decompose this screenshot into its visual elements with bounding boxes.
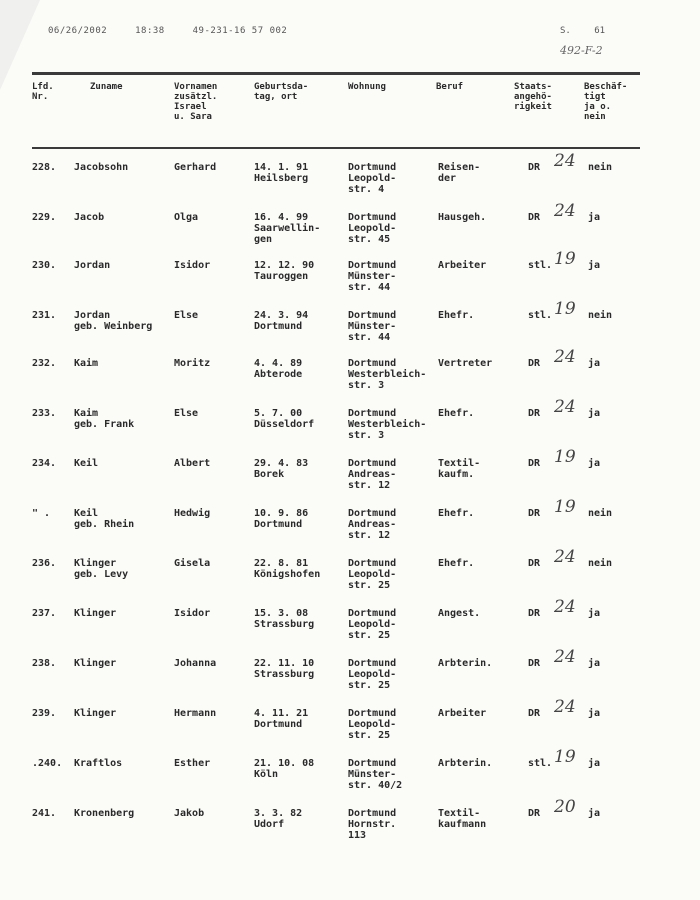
row-citizenship: DR [528, 808, 541, 819]
row-citizenship: DR [528, 658, 541, 669]
row-handwritten-code: 19 [554, 299, 576, 319]
row-firstname: Olga [174, 212, 199, 223]
row-number: 231. [32, 310, 57, 321]
row-handwritten-code: 19 [554, 747, 576, 767]
row-citizenship: DR [528, 558, 541, 569]
page-number [560, 26, 623, 36]
row-number: 229. [32, 212, 57, 223]
row-citizenship: DR [528, 408, 541, 419]
row-number: 238. [32, 658, 57, 669]
row-birth: 4. 11. 21 Dortmund [254, 708, 309, 730]
page-label: S. [560, 26, 571, 36]
row-address: Dortmund Leopold- str. 25 [348, 658, 397, 691]
page-value: 61 [594, 26, 606, 36]
row-firstname: Moritz [174, 358, 211, 369]
row-surname: Kronenberg [74, 808, 135, 819]
row-number: 234. [32, 458, 57, 469]
col-header-wohnung: Wohnung [348, 82, 386, 92]
row-handwritten-code: 20 [554, 797, 576, 817]
row-firstname: Isidor [174, 608, 211, 619]
row-surname: Jacobsohn [74, 162, 129, 173]
row-address: Dortmund Leopold- str. 25 [348, 558, 397, 591]
table-row [32, 151, 642, 210]
row-citizenship: DR [528, 608, 541, 619]
row-employed: ja [588, 458, 601, 469]
row-occupation: Arbeiter [438, 260, 487, 271]
table-row [32, 597, 642, 656]
row-citizenship: DR [528, 508, 541, 519]
fax-header [48, 26, 309, 36]
row-surname: Klinger geb. Levy [74, 558, 129, 580]
row-firstname: Hedwig [174, 508, 211, 519]
row-birth: 22. 8. 81 Königshofen [254, 558, 321, 580]
row-occupation: Hausgeh. [438, 212, 487, 223]
row-surname: Keil geb. Rhein [74, 508, 135, 530]
table-row [32, 547, 642, 606]
row-number: " . [32, 508, 51, 519]
row-firstname: Else [174, 408, 199, 419]
table-row [32, 397, 642, 456]
row-birth: 24. 3. 94 Dortmund [254, 310, 309, 332]
table-row [32, 347, 642, 406]
row-surname: Kraftlos [74, 758, 123, 769]
row-firstname: Esther [174, 758, 211, 769]
table-row [32, 201, 642, 260]
row-surname: Klinger [74, 608, 117, 619]
row-employed: nein [588, 310, 613, 321]
row-handwritten-code: 19 [554, 497, 576, 517]
table-row [32, 747, 642, 806]
fax-time: 18:38 [135, 26, 165, 36]
row-handwritten-code: 19 [554, 447, 576, 467]
row-occupation: Arbterin. [438, 758, 493, 769]
row-handwritten-code: 24 [554, 201, 576, 221]
row-employed: ja [588, 758, 601, 769]
row-occupation: Arbterin. [438, 658, 493, 669]
row-handwritten-code: 24 [554, 151, 576, 171]
row-handwritten-code: 24 [554, 397, 576, 417]
row-number: 230. [32, 260, 57, 271]
row-citizenship: stl. [528, 310, 553, 321]
row-firstname: Johanna [174, 658, 217, 669]
table-row [32, 249, 642, 308]
row-surname: Jordan geb. Weinberg [74, 310, 153, 332]
row-occupation: Ehefr. [438, 310, 475, 321]
row-occupation: Textil- kaufm. [438, 458, 481, 480]
row-handwritten-code: 24 [554, 347, 576, 367]
row-handwritten-code: 24 [554, 647, 576, 667]
row-employed: ja [588, 658, 601, 669]
row-firstname: Else [174, 310, 199, 321]
col-header-vorname: Vornamen zusätzl. Israel u. Sara [174, 82, 218, 122]
col-header-staat: Staats- angehö- rigkeit [514, 82, 552, 112]
row-address: Dortmund Münster- str. 44 [348, 310, 397, 343]
row-employed: ja [588, 260, 601, 271]
row-birth: 5. 7. 00 Düsseldorf [254, 408, 315, 430]
row-employed: nein [588, 558, 613, 569]
table-row [32, 497, 642, 556]
row-address: Dortmund Hornstr. 113 [348, 808, 397, 841]
row-employed: nein [588, 508, 613, 519]
row-surname: Jacob [74, 212, 105, 223]
row-employed: ja [588, 358, 601, 369]
table-row [32, 299, 642, 358]
row-surname: Keil [74, 458, 99, 469]
row-citizenship: stl. [528, 758, 553, 769]
row-occupation: Reisen- der [438, 162, 481, 184]
row-employed: ja [588, 212, 601, 223]
row-firstname: Gisela [174, 558, 211, 569]
row-number: 232. [32, 358, 57, 369]
row-employed: ja [588, 808, 601, 819]
row-birth: 29. 4. 83 Borek [254, 458, 309, 480]
table-row [32, 647, 642, 706]
row-firstname: Hermann [174, 708, 217, 719]
row-surname: Kaim geb. Frank [74, 408, 135, 430]
row-birth: 4. 4. 89 Abterode [254, 358, 303, 380]
row-address: Dortmund Andreas- str. 12 [348, 458, 397, 491]
row-occupation: Textil- kaufmann [438, 808, 487, 830]
col-header-geburt: Geburtsda- tag, ort [254, 82, 309, 102]
row-address: Dortmund Leopold- str. 4 [348, 162, 397, 195]
row-employed: ja [588, 408, 601, 419]
row-handwritten-code: 24 [554, 697, 576, 717]
row-number: 237. [32, 608, 57, 619]
row-number: 228. [32, 162, 57, 173]
row-birth: 16. 4. 99 Saarwellin- gen [254, 212, 321, 245]
col-header-nr: Lfd. Nr. [32, 82, 54, 102]
row-birth: 15. 3. 08 Strassburg [254, 608, 315, 630]
row-citizenship: DR [528, 708, 541, 719]
fax-date: 06/26/2002 [48, 26, 108, 36]
row-address: Dortmund Westerbleich- str. 3 [348, 408, 427, 441]
archive-stamp: 492-F-2 [560, 44, 603, 57]
row-citizenship: stl. [528, 260, 553, 271]
table-row [32, 697, 642, 756]
page-fold [0, 0, 40, 90]
row-address: Dortmund Münster- str. 44 [348, 260, 397, 293]
row-surname: Jordan [74, 260, 111, 271]
row-birth: 3. 3. 82 Udorf [254, 808, 303, 830]
row-surname: Klinger [74, 708, 117, 719]
row-address: Dortmund Westerbleich- str. 3 [348, 358, 427, 391]
row-handwritten-code: 24 [554, 547, 576, 567]
row-number: 236. [32, 558, 57, 569]
row-occupation: Angest. [438, 608, 481, 619]
row-occupation: Vertreter [438, 358, 493, 369]
row-number: 239. [32, 708, 57, 719]
row-citizenship: DR [528, 358, 541, 369]
fax-number: 49-231-16 57 002 [192, 26, 288, 36]
row-citizenship: DR [528, 162, 541, 173]
row-surname: Kaim [74, 358, 99, 369]
row-address: Dortmund Leopold- str. 25 [348, 608, 397, 641]
row-number: .240. [32, 758, 63, 769]
row-employed: ja [588, 708, 601, 719]
col-header-name: Zuname [90, 82, 123, 92]
row-employed: nein [588, 162, 613, 173]
col-header-beruf: Beruf [436, 82, 464, 92]
table-row [32, 447, 642, 506]
row-occupation: Arbeiter [438, 708, 487, 719]
row-citizenship: DR [528, 458, 541, 469]
row-firstname: Jakob [174, 808, 205, 819]
row-handwritten-code: 24 [554, 597, 576, 617]
row-citizenship: DR [528, 212, 541, 223]
row-birth: 21. 10. 08 Köln [254, 758, 315, 780]
row-occupation: Ehefr. [438, 508, 475, 519]
row-firstname: Albert [174, 458, 211, 469]
row-address: Dortmund Leopold- str. 25 [348, 708, 397, 741]
row-occupation: Ehefr. [438, 408, 475, 419]
table-row [32, 797, 642, 856]
row-birth: 14. 1. 91 Heilsberg [254, 162, 309, 184]
row-number: 233. [32, 408, 57, 419]
table-header [32, 82, 642, 144]
header-rule-bottom [32, 147, 640, 149]
row-firstname: Gerhard [174, 162, 217, 173]
row-birth: 10. 9. 86 Dortmund [254, 508, 309, 530]
row-firstname: Isidor [174, 260, 211, 271]
row-address: Dortmund Münster- str. 40/2 [348, 758, 403, 791]
header-rule-top [32, 72, 640, 75]
row-number: 241. [32, 808, 57, 819]
row-employed: ja [588, 608, 601, 619]
row-handwritten-code: 19 [554, 249, 576, 269]
row-birth: 12. 12. 90 Tauroggen [254, 260, 315, 282]
row-address: Dortmund Andreas- str. 12 [348, 508, 397, 541]
row-address: Dortmund Leopold- str. 45 [348, 212, 397, 245]
row-birth: 22. 11. 10 Strassburg [254, 658, 315, 680]
col-header-besch: Beschäf- tigt ja o. nein [584, 82, 628, 122]
row-occupation: Ehefr. [438, 558, 475, 569]
row-surname: Klinger [74, 658, 117, 669]
